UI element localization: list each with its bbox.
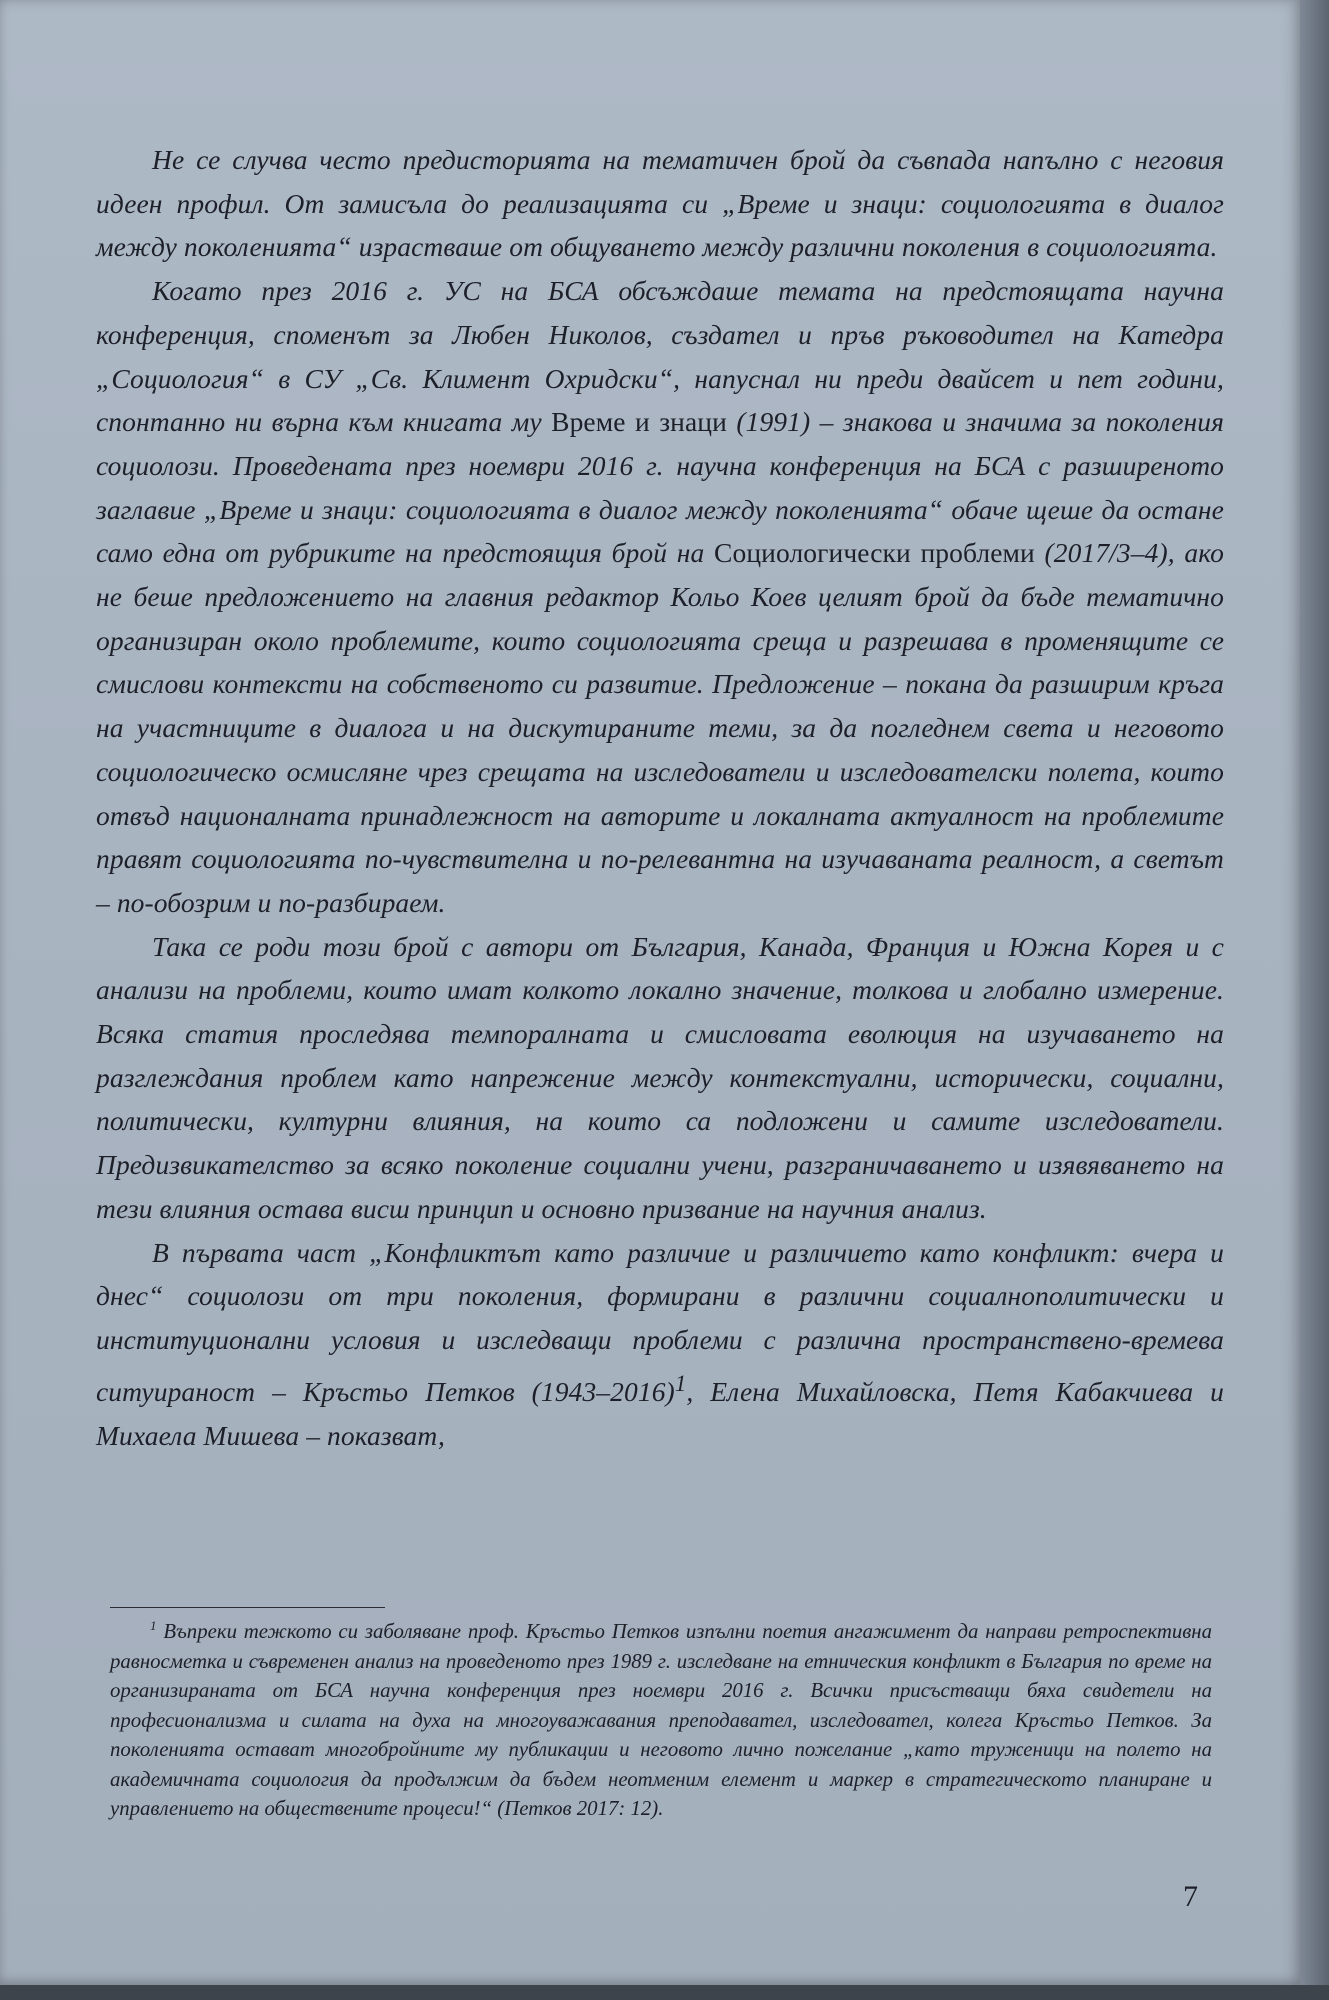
paragraph-2-part-c: (2017/3–4), ако не беше предложението на главния редактор Кольо Коев целият брой да бъде тематично организиран около проблемите, които социологията среща и разрешава в променящите се смислови контексти на собственото си развитие. Предложение – покана да разширим кръга на участниците в диалога и на дискутираните теми, за да погледнем света и неговото социологическо осмисляне чрез срещата на изследователи и изследователски полета, които отвъд националната принадлежност на авторите и локалната актуалност на проблемите правят социологията по-чувствителна и по-релевантна на изучаваната реалност, а светът – по-обозрим и по-разбираем.: [96, 537, 1224, 918]
footnote-reference: 1: [674, 1370, 687, 1396]
page-number: 7: [1183, 1880, 1198, 1913]
footnote-marker: 1: [150, 1618, 157, 1633]
journal-title: Социологически проблеми: [714, 537, 1035, 569]
paragraph-4-part-b: , Елена Михайловска, Петя Кабакчиева и Михаела Мишева – показват,: [96, 1375, 1224, 1451]
paragraph-3: Така се роди този брой с автори от България, Канада, Франция и Южна Корея и с анализи на проблеми, които имат колкото локално значение, толкова и глобално измерение. Всяка статия проследява темпоралната и смисловата еволюция на изучаването на разглеждания проблем като напрежение между контекстуални, исторически, социални, политически, културни влияния, на които са подложени и самите изследователи. Предизвикателство за всяко поколение социални учени, разграничаването и изявяването на тези влияния остава висш принцип и основно призвание на научния анализ.: [96, 930, 1224, 1224]
main-text: [96, 138, 1224, 1457]
paragraph-2-part-b: (1991) – знакова и значима за поколения социолози. Проведената през ноември 2016 г. научна конференция на БСА с разширеното заглавие „Време и знаци: социологията в диалог между поколенията“ обаче щеше да остане само една от рубриките на предстоящия брой на: [96, 406, 1224, 569]
page-edge: [1300, 0, 1329, 2000]
book-title-vreme-i-znaci: Време и знаци: [551, 406, 727, 438]
paragraph-2: [96, 269, 1224, 925]
paragraph-1: Не се случва често предисторията на тематичен брой да съвпада напълно с неговия идеен профил. От замисъла до реализацията си „Време и знаци: социологията в диалог между поколенията“ израстваше от общуването между различни поколения в социологията.: [96, 144, 1224, 263]
paragraph-4-part-a: В първата част „Конфликтът като различие и различието като конфликт: вчера и днес“ социолози от три поколения, формирани в различни социалнополитически и институционални условия и изследващи проблеми с различна пространствено-времева ситуираност – Кръстьо Петков (1943–2016): [96, 1236, 1224, 1407]
footnote-text: Въпреки тежкото си заболяване проф. Кръстьо Петков изпълни поетия ангажимент да направи ретроспективна равносметка и съвременен анализ на проведеното през 1989 г. изследване на етническия конфликт в България по време на организираната от БСА научна конференция през ноември 2016 г. Всички присъстващи бяха свидетели на професионализма и силата на духа на многоуважавания преподавател, изследовател, колега Кръстьо Петков. За поколенията остават многобройните му публикации и неговото лично пожелание „като труженици на полето на академичната социология да продължим да бъдем неотменим елемент и маркер в стратегическото планиране и управлението на обществените процеси!“ (Петков 2017: 12).: [110, 1619, 1212, 1821]
paragraph-2-part-a: Когато през 2016 г. УС на БСА обсъждаше темата на предстоящата научна конференция, споменът за Любен Николов, създател и пръв ръководител на Катедра „Социология“ в СУ „Св. Климент Охридски“, напуснал ни преди двайсет и пет години, спонтанно ни върна към книгата му: [96, 275, 1224, 438]
table-edge: [0, 1985, 1329, 2000]
paragraph-4: [96, 1231, 1224, 1458]
footnote: [110, 1611, 1212, 1824]
footnote-divider: [110, 1607, 385, 1608]
